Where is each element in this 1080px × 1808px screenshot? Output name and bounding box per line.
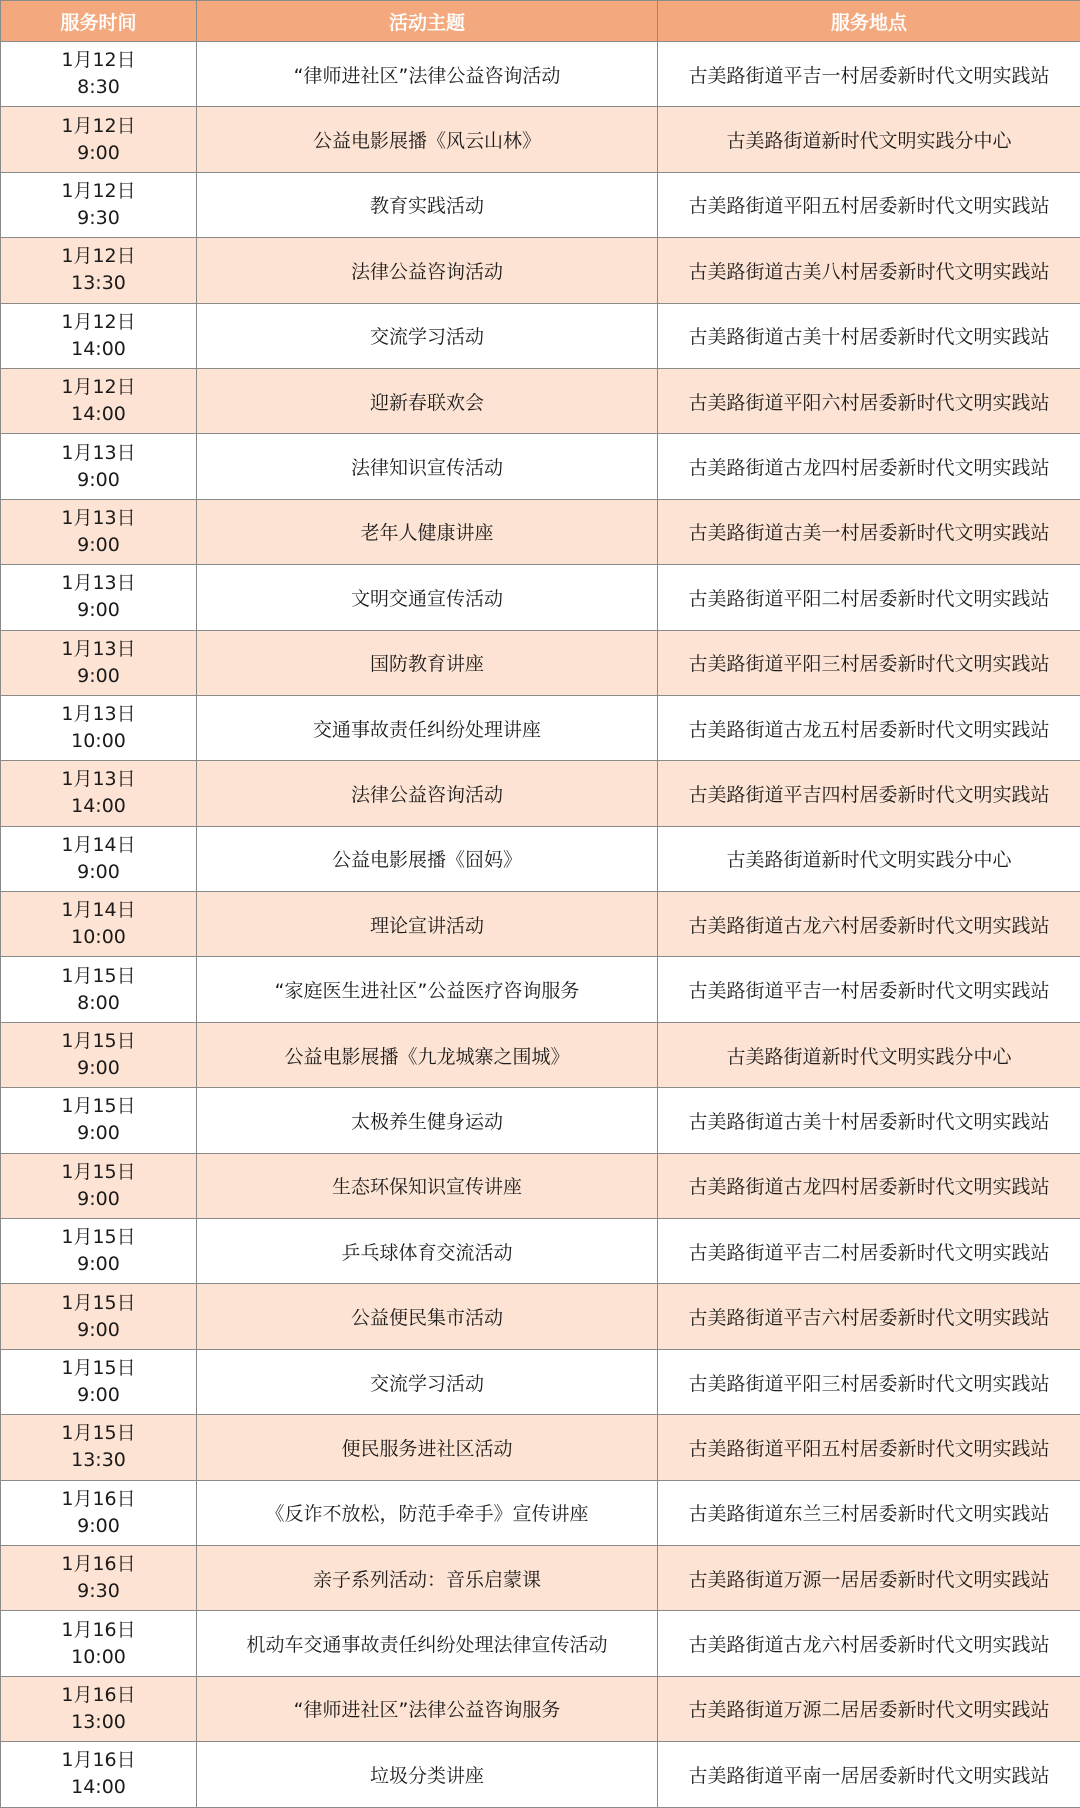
time-text: 14:00 (1, 793, 196, 820)
time-cell (1, 957, 197, 1022)
theme-cell: 文明交通宣传活动 (197, 565, 658, 630)
time-text: 13:30 (1, 1447, 196, 1474)
time-text: 9:00 (1, 1186, 196, 1213)
theme-cell: 交流学习活动 (197, 303, 658, 368)
table-row (1, 565, 1080, 630)
table-row (1, 1153, 1080, 1218)
time-cell (1, 499, 197, 564)
time-cell (1, 368, 197, 433)
table-header-row (1, 1, 1080, 42)
table-row (1, 1088, 1080, 1153)
location-cell: 古美路街道平南一居居委新时代文明实践站 (658, 1742, 1080, 1807)
table-row (1, 630, 1080, 695)
date-text: 1月16日 (1, 1617, 196, 1644)
theme-cell: 公益电影展播《囧妈》 (197, 826, 658, 891)
time-text: 10:00 (1, 1644, 196, 1671)
theme-cell: 太极养生健身运动 (197, 1088, 658, 1153)
location-cell: 古美路街道平吉一村居委新时代文明实践站 (658, 957, 1080, 1022)
theme-cell: 便民服务进社区活动 (197, 1415, 658, 1480)
theme-cell: “律师进社区”法律公益咨询服务 (197, 1676, 658, 1741)
date-text: 1月15日 (1, 1028, 196, 1055)
location-cell: 古美路街道新时代文明实践分中心 (658, 107, 1080, 172)
date-text: 1月15日 (1, 1224, 196, 1251)
table-row (1, 1676, 1080, 1741)
theme-cell: 迎新春联欢会 (197, 368, 658, 433)
theme-cell: 法律公益咨询活动 (197, 238, 658, 303)
theme-cell: 公益电影展播《风云山林》 (197, 107, 658, 172)
table-row (1, 42, 1080, 107)
location-cell: 古美路街道平吉六村居委新时代文明实践站 (658, 1284, 1080, 1349)
table-row (1, 1022, 1080, 1087)
time-text: 9:00 (1, 140, 196, 167)
theme-cell: 生态环保知识宣传讲座 (197, 1153, 658, 1218)
theme-cell: 机动车交通事故责任纠纷处理法律宣传活动 (197, 1611, 658, 1676)
table-row (1, 761, 1080, 826)
time-text: 9:00 (1, 859, 196, 886)
time-text: 14:00 (1, 401, 196, 428)
location-cell: 古美路街道万源二居居委新时代文明实践站 (658, 1676, 1080, 1741)
date-text: 1月14日 (1, 832, 196, 859)
date-text: 1月15日 (1, 1093, 196, 1120)
location-cell: 古美路街道古龙六村居委新时代文明实践站 (658, 892, 1080, 957)
table-row (1, 1349, 1080, 1414)
time-cell (1, 1088, 197, 1153)
date-text: 1月12日 (1, 178, 196, 205)
time-cell (1, 695, 197, 760)
date-text: 1月12日 (1, 309, 196, 336)
time-text: 9:00 (1, 467, 196, 494)
time-cell (1, 565, 197, 630)
table-row (1, 1480, 1080, 1545)
date-text: 1月12日 (1, 243, 196, 270)
table-row (1, 695, 1080, 760)
location-cell: 古美路街道平阳二村居委新时代文明实践站 (658, 565, 1080, 630)
date-text: 1月15日 (1, 1420, 196, 1447)
location-cell: 古美路街道古龙六村居委新时代文明实践站 (658, 1611, 1080, 1676)
table-row (1, 1415, 1080, 1480)
theme-cell: 教育实践活动 (197, 172, 658, 237)
date-text: 1月15日 (1, 1290, 196, 1317)
time-cell (1, 1349, 197, 1414)
location-cell: 古美路街道东兰三村居委新时代文明实践站 (658, 1480, 1080, 1545)
date-text: 1月16日 (1, 1747, 196, 1774)
time-text: 9:00 (1, 1055, 196, 1082)
location-cell: 古美路街道古龙四村居委新时代文明实践站 (658, 434, 1080, 499)
theme-cell: 《反诈不放松，防范手牵手》宣传讲座 (197, 1480, 658, 1545)
table-row (1, 303, 1080, 368)
theme-cell: 公益电影展播《九龙城寨之围城》 (197, 1022, 658, 1087)
time-cell (1, 238, 197, 303)
date-text: 1月13日 (1, 505, 196, 532)
time-cell (1, 1480, 197, 1545)
time-cell (1, 42, 197, 107)
table-row (1, 1742, 1080, 1807)
date-text: 1月15日 (1, 1159, 196, 1186)
time-cell (1, 761, 197, 826)
theme-cell: 老年人健康讲座 (197, 499, 658, 564)
time-cell (1, 630, 197, 695)
time-cell (1, 1284, 197, 1349)
date-text: 1月13日 (1, 440, 196, 467)
time-text: 10:00 (1, 728, 196, 755)
time-cell (1, 1415, 197, 1480)
time-text: 9:00 (1, 1382, 196, 1409)
table-row (1, 1545, 1080, 1610)
time-cell (1, 1153, 197, 1218)
time-cell (1, 1545, 197, 1610)
location-cell: 古美路街道古龙五村居委新时代文明实践站 (658, 695, 1080, 760)
date-text: 1月16日 (1, 1682, 196, 1709)
header-location: 服务地点 (658, 1, 1080, 42)
time-text: 13:00 (1, 1709, 196, 1736)
time-cell (1, 172, 197, 237)
location-cell: 古美路街道万源一居居委新时代文明实践站 (658, 1545, 1080, 1610)
location-cell: 古美路街道古龙四村居委新时代文明实践站 (658, 1153, 1080, 1218)
time-text: 9:30 (1, 1578, 196, 1605)
time-text: 8:30 (1, 74, 196, 101)
time-cell (1, 892, 197, 957)
theme-cell: “律师进社区”法律公益咨询活动 (197, 42, 658, 107)
time-cell (1, 1676, 197, 1741)
theme-cell: 理论宣讲活动 (197, 892, 658, 957)
location-cell: 古美路街道古美一村居委新时代文明实践站 (658, 499, 1080, 564)
time-text: 9:00 (1, 663, 196, 690)
date-text: 1月16日 (1, 1486, 196, 1513)
location-cell: 古美路街道新时代文明实践分中心 (658, 1022, 1080, 1087)
theme-cell: 交流学习活动 (197, 1349, 658, 1414)
time-cell (1, 826, 197, 891)
table-row (1, 1611, 1080, 1676)
table-row (1, 1284, 1080, 1349)
table-row (1, 172, 1080, 237)
location-cell: 古美路街道平吉四村居委新时代文明实践站 (658, 761, 1080, 826)
date-text: 1月15日 (1, 963, 196, 990)
time-text: 9:00 (1, 1251, 196, 1278)
time-cell (1, 1219, 197, 1284)
time-cell (1, 1742, 197, 1807)
time-cell (1, 107, 197, 172)
time-cell (1, 1611, 197, 1676)
time-text: 9:00 (1, 1317, 196, 1344)
theme-cell: 公益便民集市活动 (197, 1284, 658, 1349)
time-cell (1, 1022, 197, 1087)
location-cell: 古美路街道平吉一村居委新时代文明实践站 (658, 42, 1080, 107)
header-time: 服务时间 (1, 1, 197, 42)
location-cell: 古美路街道平阳五村居委新时代文明实践站 (658, 1415, 1080, 1480)
table-row (1, 434, 1080, 499)
location-cell: 古美路街道古美十村居委新时代文明实践站 (658, 303, 1080, 368)
table-body (1, 42, 1080, 1808)
time-text: 8:00 (1, 990, 196, 1017)
time-text: 9:00 (1, 532, 196, 559)
location-cell: 古美路街道平阳五村居委新时代文明实践站 (658, 172, 1080, 237)
time-text: 9:00 (1, 1120, 196, 1147)
theme-cell: 亲子系列活动：音乐启蒙课 (197, 1545, 658, 1610)
table-row (1, 499, 1080, 564)
date-text: 1月15日 (1, 1355, 196, 1382)
location-cell: 古美路街道新时代文明实践分中心 (658, 826, 1080, 891)
location-cell: 古美路街道平阳六村居委新时代文明实践站 (658, 368, 1080, 433)
table-row (1, 826, 1080, 891)
time-text: 9:30 (1, 205, 196, 232)
theme-cell: 法律公益咨询活动 (197, 761, 658, 826)
date-text: 1月13日 (1, 636, 196, 663)
location-cell: 古美路街道平吉二村居委新时代文明实践站 (658, 1219, 1080, 1284)
location-cell: 古美路街道古美十村居委新时代文明实践站 (658, 1088, 1080, 1153)
date-text: 1月13日 (1, 766, 196, 793)
date-text: 1月16日 (1, 1551, 196, 1578)
time-text: 9:00 (1, 1513, 196, 1540)
table-row (1, 1219, 1080, 1284)
date-text: 1月13日 (1, 701, 196, 728)
date-text: 1月14日 (1, 897, 196, 924)
table-row (1, 238, 1080, 303)
theme-cell: 法律知识宣传活动 (197, 434, 658, 499)
location-cell: 古美路街道平阳三村居委新时代文明实践站 (658, 1349, 1080, 1414)
time-text: 13:30 (1, 270, 196, 297)
theme-cell: 交通事故责任纠纷处理讲座 (197, 695, 658, 760)
time-text: 10:00 (1, 924, 196, 951)
table-row (1, 107, 1080, 172)
theme-cell: 垃圾分类讲座 (197, 1742, 658, 1807)
header-theme: 活动主题 (197, 1, 658, 42)
date-text: 1月12日 (1, 374, 196, 401)
table-row (1, 368, 1080, 433)
time-cell (1, 303, 197, 368)
time-text: 9:00 (1, 597, 196, 624)
time-text: 14:00 (1, 1774, 196, 1801)
location-cell: 古美路街道平阳三村居委新时代文明实践站 (658, 630, 1080, 695)
theme-cell: “家庭医生进社区”公益医疗咨询服务 (197, 957, 658, 1022)
time-cell (1, 434, 197, 499)
time-text: 14:00 (1, 336, 196, 363)
table-row (1, 892, 1080, 957)
theme-cell: 国防教育讲座 (197, 630, 658, 695)
date-text: 1月13日 (1, 570, 196, 597)
date-text: 1月12日 (1, 47, 196, 74)
location-cell: 古美路街道古美八村居委新时代文明实践站 (658, 238, 1080, 303)
theme-cell: 乒乓球体育交流活动 (197, 1219, 658, 1284)
date-text: 1月12日 (1, 113, 196, 140)
table-row (1, 957, 1080, 1022)
